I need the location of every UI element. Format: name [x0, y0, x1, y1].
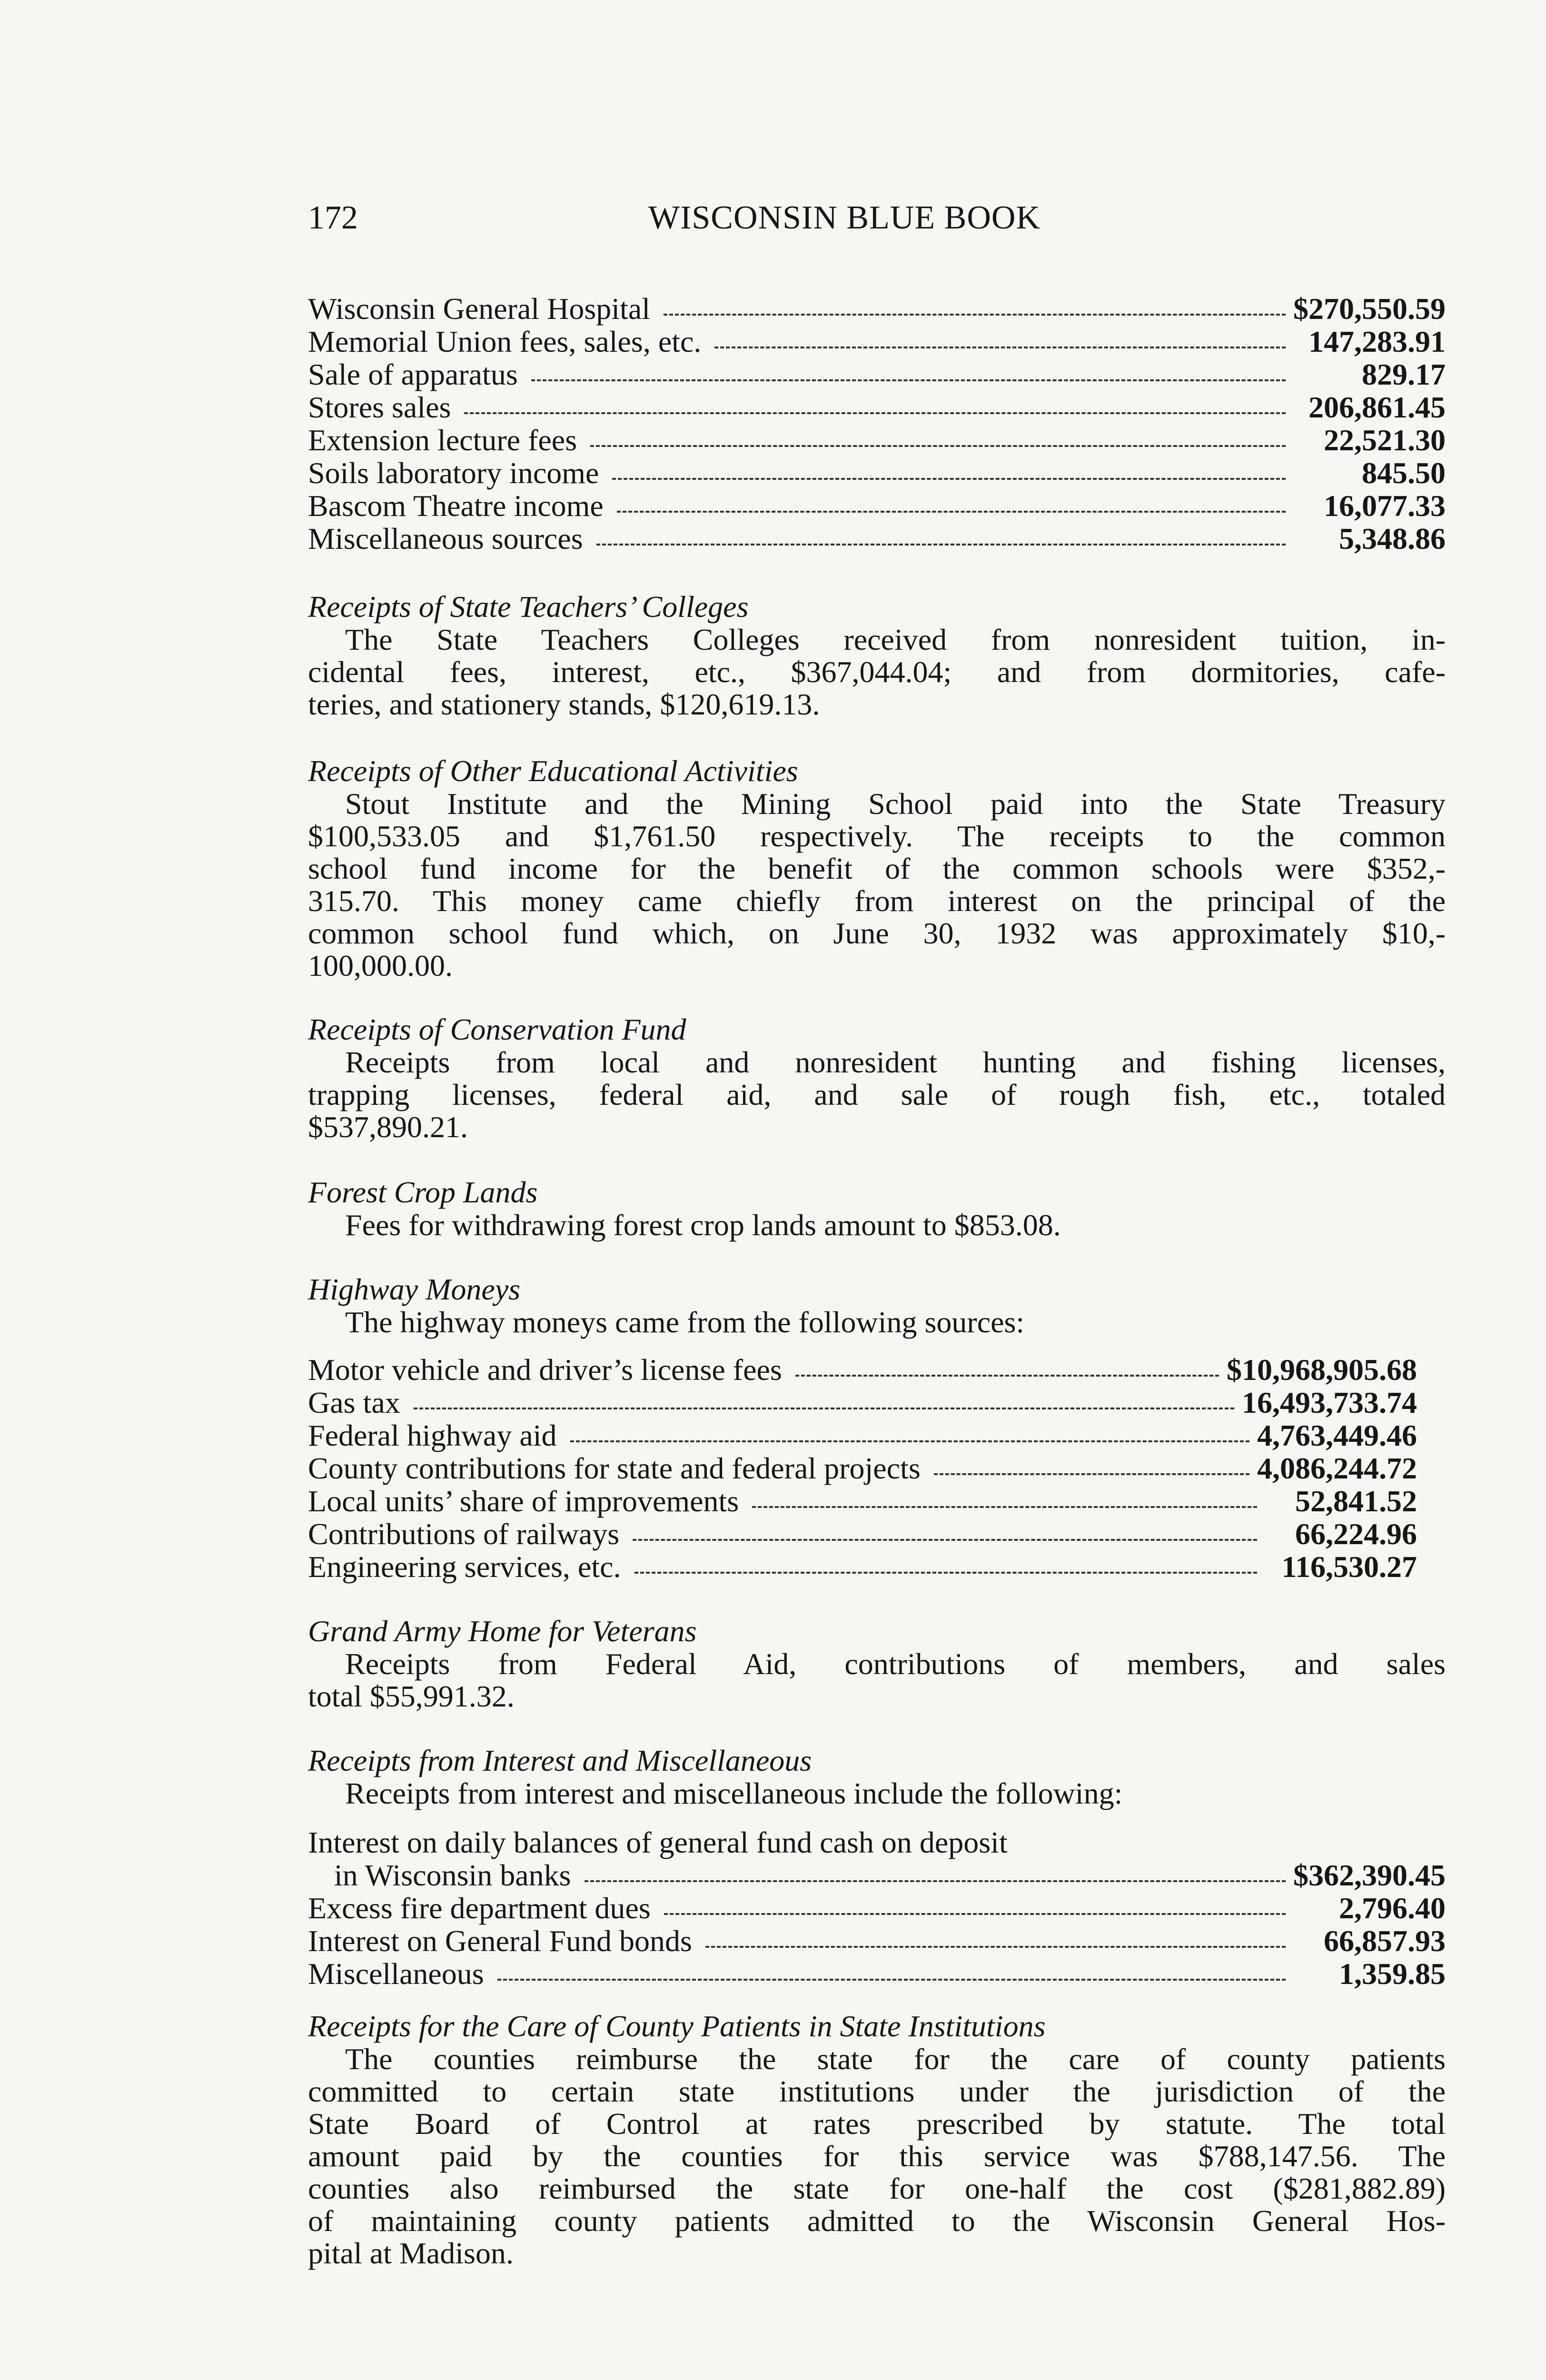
university-receipts-table: [308, 292, 1446, 555]
section-paragraph: Receipts from interest and miscellaneous include the following:: [345, 1776, 1123, 1810]
page-header: [308, 199, 1098, 245]
section-forest-crop-lands: [308, 1176, 1446, 1241]
section-paragraph: The State Teachers Colleges received from nonresident tuition, in- cidental fees, interest, etc., $367,044.04; and from dormitories, cafe- teries, and stationery stands, $120,619.13.: [308, 623, 1446, 721]
section-heading: Forest Crop Lands: [308, 1175, 538, 1209]
section-interest-misc: [308, 1744, 1446, 1810]
table-row: Wisconsin General Hospital $270,550.59: [308, 292, 1446, 326]
section-heading: Receipts of Conservation Fund: [308, 1012, 686, 1046]
section-heading: Receipts for the Care of County Patients in State Institutions: [308, 2009, 1046, 2043]
book-title: WISCONSIN BLUE BOOK: [648, 199, 1041, 236]
section-paragraph: The counties reimburse the state for the care of county patients committed to certain state institutions under the jurisdiction of the State Board of Control at rates prescribed by statute. The total amount paid by the counties for this service was $788,147.56. The counties also reimbursed the state for one-half the cost ($281,882.89) of maintaining county patients admitted to the Wisconsin General Hos- pital at Madison.: [308, 2042, 1446, 2270]
table-row: Federal highway aid 4,763,449.46: [308, 1418, 1417, 1452]
table-row: Sale of apparatus 829.17: [308, 357, 1446, 391]
section-other-educational: [308, 754, 1446, 982]
table-row: Stores sales 206,861.45: [308, 390, 1446, 424]
section-grand-army-home: [308, 1615, 1446, 1713]
table-row: Engineering services, etc. 116,530.27: [308, 1550, 1417, 1584]
table-row: in Wisconsin banks $362,390.45: [334, 1858, 1446, 1892]
section-heading: Highway Moneys: [308, 1272, 521, 1306]
page-number: 172: [308, 199, 358, 236]
section-paragraph: Receipts from Federal Aid, contributions of members, and sales total $55,991.32.: [308, 1647, 1446, 1713]
table-row: Interest on General Fund bonds 66,857.93: [308, 1924, 1446, 1958]
section-heading: Grand Army Home for Veterans: [308, 1614, 697, 1648]
table-row: Excess fire department dues 2,796.40: [308, 1891, 1446, 1925]
section-heading: Receipts of Other Educational Activities: [308, 754, 798, 788]
table-row: County contributions for state and federal projects 4,086,244.72: [308, 1451, 1417, 1485]
table-row: Motor vehicle and driver’s license fees $10,968,905.68: [308, 1353, 1417, 1387]
section-heading: Receipts of State Teachers’ Colleges: [308, 590, 749, 624]
table-row: Gas tax 16,493,733.74: [308, 1386, 1417, 1419]
section-highway-moneys: [308, 1273, 1446, 1339]
section-paragraph: Stout Institute and the Mining School paid into the State Treasury $100,533.05 and $1,761.50 respectively. The receipts to the common school fund income for the benefit of the common schools were $352,- 315.70. This money came chiefly from interest on the principal of the common school fund which, on June 30, 1932 was approximately $10,- 100,000.00.: [308, 787, 1446, 982]
table-row: Soils laboratory income 845.50: [308, 456, 1446, 490]
section-paragraph: Receipts from local and nonresident hunting and fishing licenses, trapping licenses, federal aid, and sale of rough fish, etc., totaled $537,890.21.: [308, 1045, 1446, 1144]
table-row: Extension lecture fees 22,521.30: [308, 423, 1446, 457]
table-row: Miscellaneous sources 5,348.86: [308, 522, 1446, 555]
section-paragraph: The highway moneys came from the following sources:: [345, 1305, 1025, 1339]
section-paragraph: Fees for withdrawing forest crop lands amount to $853.08.: [345, 1208, 1061, 1242]
table-row: Interest on daily balances of general fund cash on deposit: [308, 1825, 1008, 1859]
table-row: Memorial Union fees, sales, etc. 147,283.91: [308, 325, 1446, 358]
section-county-patients: [308, 2010, 1446, 2270]
table-row: Miscellaneous 1,359.85: [308, 1957, 1446, 1991]
section-heading: Receipts from Interest and Miscellaneous: [308, 1744, 812, 1777]
table-row: Bascom Theatre income 16,077.33: [308, 489, 1446, 523]
highway-moneys-table: [308, 1353, 1417, 1583]
section-conservation-fund: [308, 1013, 1446, 1143]
section-teachers-colleges: [308, 590, 1446, 721]
interest-misc-table: [308, 1826, 1446, 1990]
table-row: Local units’ share of improvements 52,841.52: [308, 1484, 1417, 1518]
table-row: Contributions of railways 66,224.96: [308, 1517, 1417, 1551]
